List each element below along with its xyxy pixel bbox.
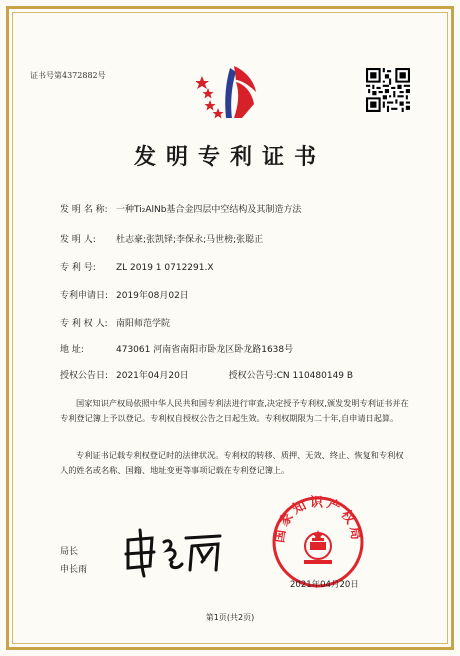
field-value: 南阳师范学院: [116, 319, 171, 329]
legal-status-paragraph: 专利证书记载专利权登记时的法律状况。专利权的转移、质押、无效、终止、恢复和专利权人的姓名或名称、国籍、地址变更等事项记载在专利登记簿上。: [60, 450, 404, 475]
field-label: 专 利 权 人:: [60, 319, 108, 329]
field-label: 发 明 人:: [60, 235, 96, 245]
seal-text: 国家知识产权局: [272, 495, 364, 544]
field-patent-number: [60, 260, 214, 273]
field-label: 专利申请日:: [60, 291, 109, 301]
director-signature-icon: [120, 526, 230, 578]
field-label: 授权公告日:: [60, 371, 109, 381]
field-value: 2021年04月20日: [116, 371, 189, 381]
director-title: 局长: [60, 547, 79, 557]
field-address: [60, 342, 293, 355]
field-invention-name: [60, 202, 301, 215]
page-title: 发明专利证书: [133, 145, 326, 170]
field-value: CN 110480149 B: [276, 371, 354, 381]
director-name: 申长雨: [60, 565, 88, 575]
cnipa-emblem-icon: [196, 62, 264, 124]
field-patentee: [60, 316, 170, 329]
field-grant-announcement: [60, 368, 353, 381]
field-value: 2019年08月02日: [116, 291, 189, 301]
field-label: 授权公告号:: [228, 371, 277, 381]
field-label: 发 明 名 称:: [60, 205, 108, 215]
field-value: ZL 2019 1 0712291.X: [116, 263, 214, 273]
field-value: 473061 河南省南阳市卧龙区卧龙路1638号: [116, 345, 294, 355]
grant-paragraph: 国家知识产权局依照中华人民共和国专利法进行审查,决定授予专利权,颁发发明专利证书并在专利登记簿上予以登记。专利权自授权公告之日起生效。专利权期限为二十年,自申请日起算。: [60, 398, 409, 423]
qr-code-icon: [366, 68, 410, 112]
field-inventors: [60, 232, 263, 245]
field-label: 专 利 号:: [60, 263, 96, 273]
field-application-date: [60, 288, 189, 301]
official-seal-icon: [270, 494, 366, 590]
page-number: 第1页(共2页): [205, 613, 255, 622]
field-label: 地 址:: [60, 345, 84, 355]
field-value: 杜志豪;张凯铎;李保永;马世榜;张聪正: [116, 235, 264, 245]
seal-date: 2021年04月20日: [290, 580, 359, 590]
field-value: 一种Ti₂AlNb基合金四层中空结构及其制造方法: [116, 205, 302, 215]
certificate-number: 证书号第4372882号: [30, 71, 106, 80]
